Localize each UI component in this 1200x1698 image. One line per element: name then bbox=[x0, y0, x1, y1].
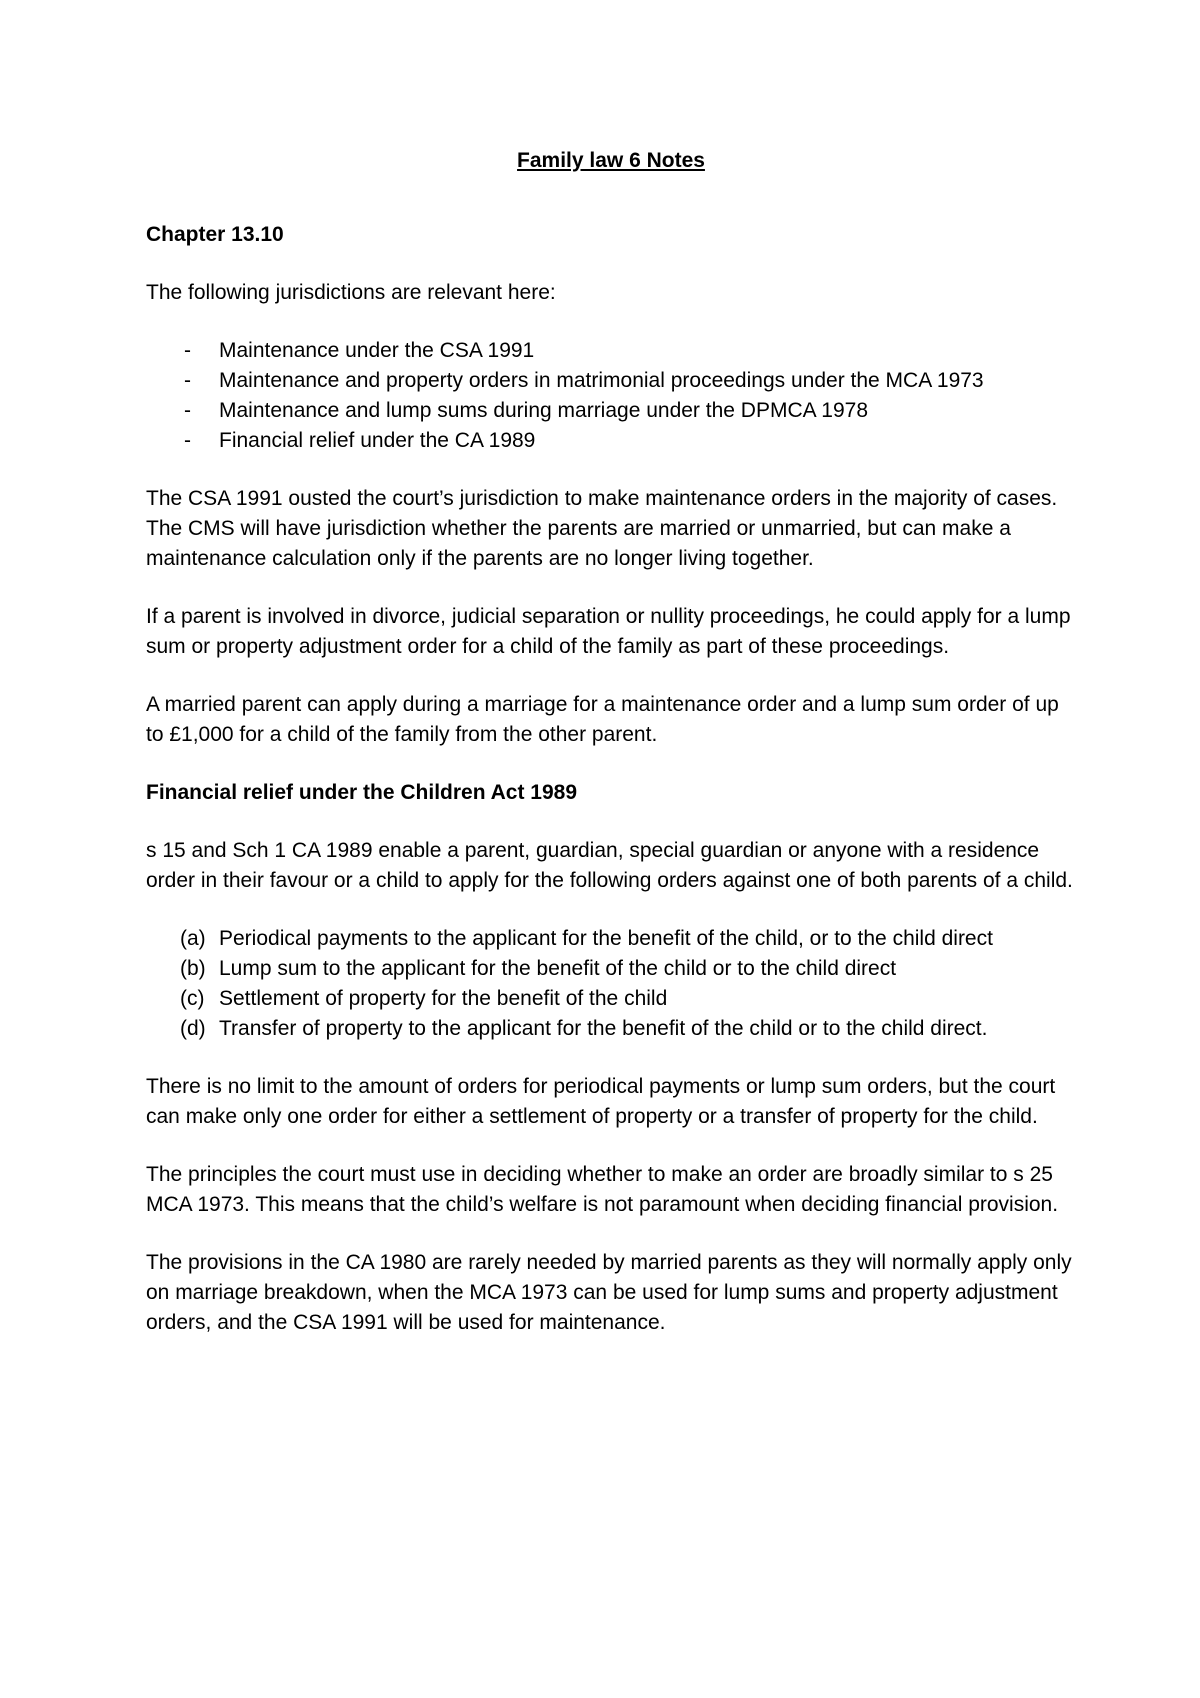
paragraph-no-limit: There is no limit to the amount of orders for periodical payments or lump sum orders, but the court can make only one order for either a settlement of property or a transfer of property for the child. bbox=[146, 1075, 1056, 1128]
list-item-text: Transfer of property to the applicant for the benefit of the child or to the child direct. bbox=[219, 1017, 988, 1040]
list-marker: (a) bbox=[180, 927, 206, 950]
list-marker: (b) bbox=[180, 957, 206, 980]
list-item: - Maintenance and property orders in matrimonial proceedings under the MCA 1973 bbox=[146, 366, 1076, 396]
document-page bbox=[146, 146, 1076, 1366]
list-marker: (d) bbox=[180, 1017, 206, 1040]
orders-list bbox=[146, 924, 1076, 1044]
list-item-text: Settlement of property for the benefit of the child bbox=[219, 987, 668, 1010]
list-item bbox=[146, 954, 1076, 984]
paragraph-married-parent: A married parent can apply during a marriage for a maintenance order and a lump sum order of up to £1,000 for a child of the family from the other parent. bbox=[146, 693, 1059, 746]
paragraph-csa: The CSA 1991 ousted the court’s jurisdiction to make maintenance orders in the majority of cases. The CMS will have jurisdiction whether the parents are married or unmarried, but can make a maintenance calculation only if the parents are no longer living together. bbox=[146, 487, 1058, 570]
list-marker: (c) bbox=[180, 987, 205, 1010]
list-item: - Financial relief under the CA 1989 bbox=[146, 426, 1076, 456]
list-item-text: Lump sum to the applicant for the benefit of the child or to the child direct bbox=[219, 957, 897, 980]
list-item bbox=[146, 1014, 1076, 1044]
paragraph-provisions: The provisions in the CA 1980 are rarely needed by married parents as they will normally apply only on marriage breakdown, when the MCA 1973 can be used for lump sums and property adjustment orders, and the CSA 1991 will be used for maintenance. bbox=[146, 1251, 1072, 1334]
document-title: Family law 6 Notes bbox=[517, 149, 705, 172]
section-heading: Financial relief under the Children Act 1989 bbox=[146, 781, 578, 804]
list-item bbox=[146, 984, 1076, 1014]
paragraph-divorce: If a parent is involved in divorce, judicial separation or nullity proceedings, he could apply for a lump sum or property adjustment order for a child of the family as part of these proceedings. bbox=[146, 605, 1071, 658]
chapter-heading: Chapter 13.10 bbox=[146, 223, 284, 246]
paragraph-principles: The principles the court must use in deciding whether to make an order are broadly similar to s 25 MCA 1973. This means that the child’s welfare is not paramount when deciding financial provision. bbox=[146, 1163, 1059, 1216]
list-item-text: Periodical payments to the applicant for the benefit of the child, or to the child direct bbox=[219, 927, 993, 950]
section-intro-paragraph: s 15 and Sch 1 CA 1989 enable a parent, guardian, special guardian or anyone with a residence order in their favour or a child to apply for the following orders against one of both parents of a child. bbox=[146, 839, 1073, 892]
intro-paragraph: The following jurisdictions are relevant here: bbox=[146, 281, 556, 304]
list-item: - Maintenance under the CSA 1991 bbox=[146, 336, 1076, 366]
list-item: - Maintenance and lump sums during marriage under the DPMCA 1978 bbox=[146, 396, 1076, 426]
list-item bbox=[146, 924, 1076, 954]
jurisdictions-list bbox=[146, 336, 1076, 456]
